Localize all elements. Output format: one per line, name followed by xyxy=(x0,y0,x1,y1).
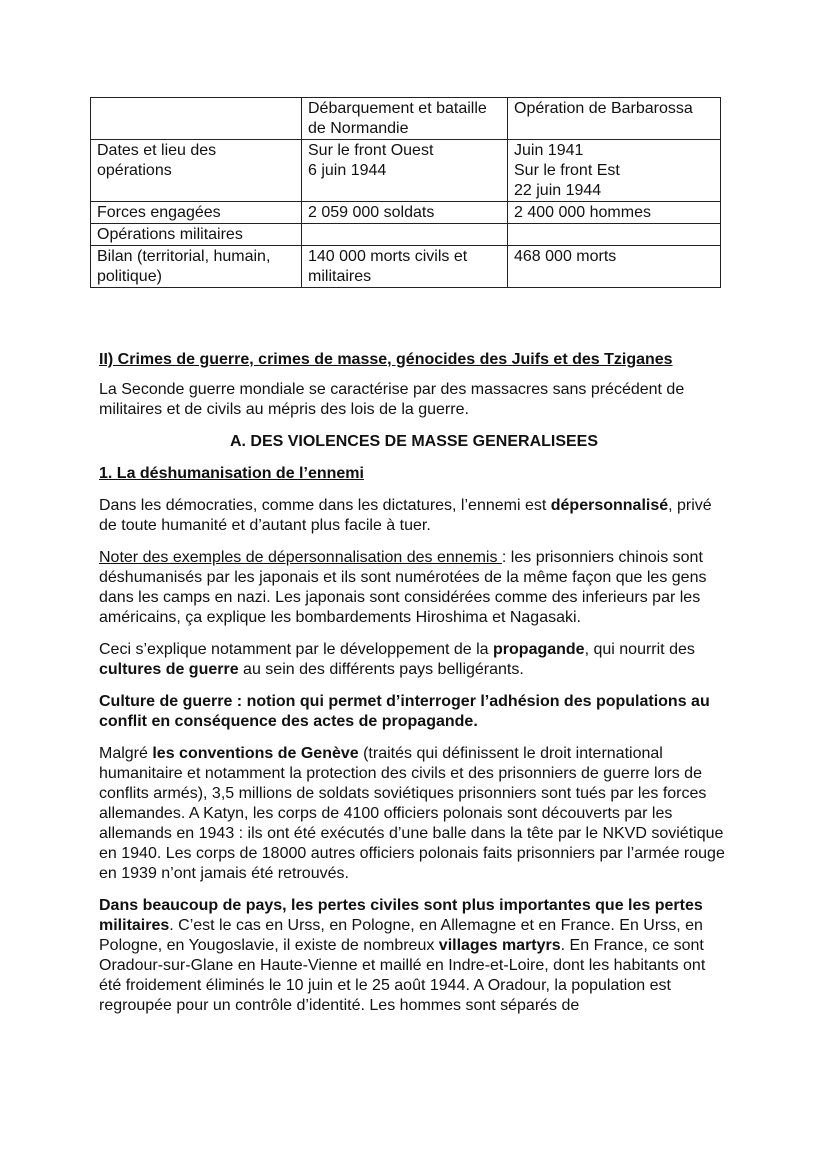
text: Malgré xyxy=(99,745,153,762)
table-cell: 140 000 morts civils et militaires xyxy=(302,246,508,288)
intro-paragraph: La Seconde guerre mondiale se caractérise par des massacres sans précédent de militaires et de civils au mépris des lois de la guerre. xyxy=(99,381,685,418)
table-cell: 468 000 morts xyxy=(508,246,721,288)
table-cell xyxy=(508,140,721,202)
text: , privé de toute humanité et d’autant plus facile à tuer. xyxy=(99,497,712,534)
cell-line: 22 juin 1944 xyxy=(514,182,602,199)
section-title: II) Crimes de guerre, crimes de masse, génocides des Juifs et des Tziganes xyxy=(99,351,673,368)
text: Ceci s’explique notamment par le développement de la xyxy=(99,641,494,658)
table-row xyxy=(91,98,721,140)
table-cell: Bilan (territorial, humain, politique) xyxy=(91,246,302,288)
cell-line: Juin 1941 xyxy=(514,142,584,159)
table-cell: Opération de Barbarossa xyxy=(508,98,721,140)
text: : les prisonniers chinois sont déshumanisés par les japonais et ils sont numérotées de la même façon que les gens dans les camps en nazi. Les japonais sont considérées comme des inferieurs par les américains, ça explique les bombardements Hiroshima et Nagasaki. xyxy=(99,549,707,626)
paragraph xyxy=(99,548,729,628)
text: (traités qui définissent le droit international humanitaire et notamment la protection des civils et des prisonniers de guerre lors de conflits armés), 3,5 millions de soldats soviétiques prisonniers sont tués par les forces allemandes. A Katyn, les corps de 4100 officiers polonais sont découverts par les allemands en 1943 : ils ont été exécutés d’une balle dans la tête par le NKVD soviétique en 1940. Les corps de 18000 autres officiers polonais faits prisonniers par l’armée rouge en 1939 n’ont jamais été retrouvés. xyxy=(99,745,725,882)
subheading: 1. La déshumanisation de l’ennemi xyxy=(99,465,364,482)
text: au sein des différents pays belligérants. xyxy=(238,661,524,678)
bold-text: Culture de guerre : notion qui permet d’interroger l’adhésion des populations au conflit en conséquence des actes de propagande. xyxy=(99,693,710,730)
cell-line: 6 juin 1944 xyxy=(308,162,387,179)
bold-text: Dans beaucoup de pays, les pertes civiles sont plus importantes que les pertes militaires xyxy=(99,897,703,934)
table-cell xyxy=(302,224,508,246)
table-row xyxy=(91,246,721,288)
paragraph xyxy=(99,896,729,1016)
table-cell: Débarquement et bataille de Normandie xyxy=(302,98,508,140)
subsection-title: A. DES VIOLENCES DE MASSE GENERALISEES xyxy=(229,433,599,450)
bold-text: cultures de guerre xyxy=(99,661,239,678)
table-cell: Dates et lieu des opérations xyxy=(91,140,302,202)
section-content xyxy=(99,350,729,1028)
paragraph xyxy=(99,496,729,536)
bold-text: les conventions de Genève xyxy=(152,745,359,762)
table-row xyxy=(91,202,721,224)
definition-paragraph xyxy=(99,692,729,732)
text: , qui nourrit des xyxy=(584,641,695,658)
table-row xyxy=(91,140,721,202)
underlined-text: Noter des exemples de dépersonnalisation des ennemis xyxy=(99,549,502,566)
bold-text: villages martyrs xyxy=(438,937,561,954)
table-row xyxy=(91,224,721,246)
table-cell: Opérations militaires xyxy=(91,224,302,246)
cell-line: Sur le front Ouest xyxy=(308,142,434,159)
paragraph xyxy=(99,744,729,884)
bold-text: dépersonnalisé xyxy=(550,497,669,514)
table-cell: 2 059 000 soldats xyxy=(302,202,508,224)
table-cell: 2 400 000 hommes xyxy=(508,202,721,224)
table-cell xyxy=(302,140,508,202)
paragraph xyxy=(99,640,729,680)
text: . C’est le cas en Urss, en Pologne, en Allemagne et en France. En Urss, en Pologne, en Yougoslavie, il existe de nombreux xyxy=(99,917,703,954)
bold-text: propagande xyxy=(493,641,585,658)
table-cell xyxy=(508,224,721,246)
text: . En France, ce sont Oradour-sur-Glane en Haute-Vienne et maillé en Indre-et-Loire, dont les habitants ont été froidement éliminés le 10 juin et le 25 août 1944. A Oradour, la population est regroupée pour un contrôle d’identité. Les hommes sont séparés de xyxy=(99,937,706,1014)
table-cell: Forces engagées xyxy=(91,202,302,224)
table-cell xyxy=(91,98,302,140)
operations-table xyxy=(90,97,721,288)
cell-line: Sur le front Est xyxy=(514,162,620,179)
text: Dans les démocraties, comme dans les dictatures, l’ennemi est xyxy=(99,497,551,514)
